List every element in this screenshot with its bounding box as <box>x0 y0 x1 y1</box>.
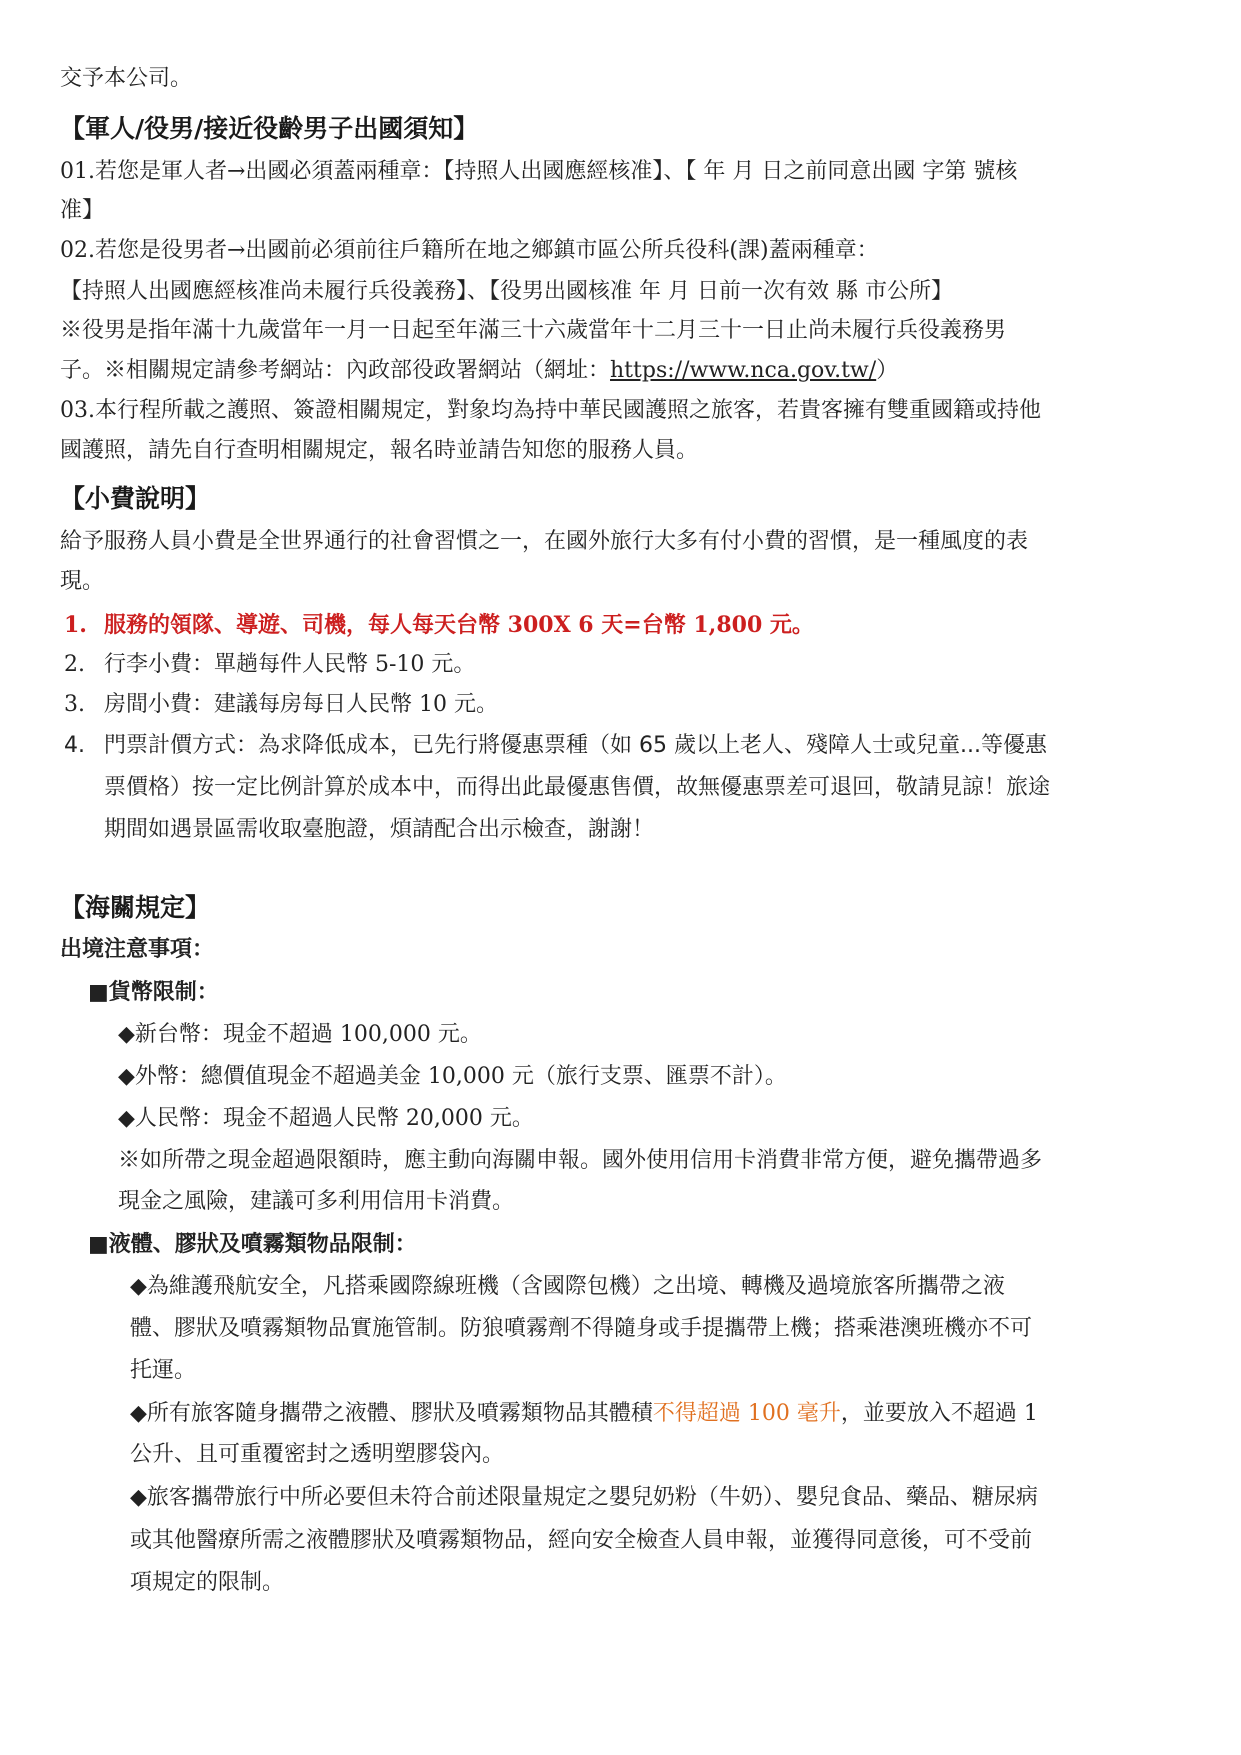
military-heading: 【軍人/役男/接近役齡男子出國須知】 <box>60 114 479 143</box>
military-p1-line2: 准】 <box>60 198 105 223</box>
liquids-p2-suffix: ，並要放入不超過 1 <box>840 1401 1038 1426</box>
tips-item-2 <box>64 650 475 680</box>
military-p2-line2: 【持照人出國應經核准尚未履行兵役義務】、【役男出國核准 年 月 日前一次有效 縣 市公所】 <box>60 279 953 304</box>
liquids-p3-line3: 項規定的限制。 <box>130 1570 285 1595</box>
customs-heading: 【海關規定】 <box>60 893 211 922</box>
currency-note-line2: 現金之風險，建議可多利用信用卡消費。 <box>118 1189 515 1214</box>
nca-website-link[interactable]: https://www.nca.gov.tw/ <box>610 358 877 383</box>
tips-item-4 <box>64 731 1047 761</box>
liquids-p1-line2: 體、膠狀及噴霧類物品實施管制。防狼噴霧劑不得隨身或手提攜帶上機；搭乘港澳班機亦不可 <box>130 1316 1033 1341</box>
currency-note-line1: ※如所帶之現金超過限額時，應主動向海關申報。國外使用信用卡消費非常方便，避免攜帶過多 <box>118 1148 1043 1173</box>
liquids-limit-title: ■液體、膠狀及噴霧類物品限制： <box>88 1232 417 1257</box>
tips-item-text: 房間小費：建議每房每日人民幣 10 元。 <box>104 692 498 717</box>
tips-item-3 <box>64 690 498 720</box>
currency-rmb: ◆人民幣：現金不超過人民幣 20,000 元。 <box>118 1106 534 1131</box>
liquids-p2-prefix: ◆所有旅客隨身攜帶之液體、膠狀及噴霧類物品其體積 <box>130 1401 653 1426</box>
departure-subheading: 出境注意事項： <box>60 937 215 962</box>
military-p3-line1: 03.本行程所載之護照、簽證相關規定，對象均為持中華民國護照之旅客，若貴客擁有雙重國籍或持他 <box>60 398 1041 423</box>
military-note-suffix: ） <box>876 358 899 383</box>
military-p1-line1: 01.若您是軍人者→出國必須蓋兩種章：【持照人出國應經核准】、【 年 月 日之前同意出國 字第 號核 <box>60 159 1018 184</box>
currency-limit-title: ■貨幣限制： <box>88 980 219 1005</box>
military-note-prefix: 子。※相關規定請參考網站：內政部役政署網站（網址： <box>60 358 611 383</box>
liquids-p1-line1: ◆為維護飛航安全，凡搭乘國際線班機（含國際包機）之出境、轉機及過境旅客所攜帶之液 <box>130 1274 1005 1299</box>
tips-item-number: 3. <box>64 692 85 717</box>
intro-line: 交予本公司。 <box>60 66 193 91</box>
liquids-p1-line3: 托運。 <box>130 1358 197 1383</box>
liquids-p3-line1: ◆旅客攜帶旅行中所必要但未符合前述限量規定之嬰兒奶粉（牛奶）、嬰兒食品、藥品、糖尿病 <box>130 1485 1038 1510</box>
tips-intro-line1: 給予服務人員小費是全世界通行的社會習慣之一，在國外旅行大多有付小費的習慣，是一種風度的表 <box>60 529 1029 554</box>
tips-item-text: 門票計價方式：為求降低成本，已先行將優惠票種（如 65 歲以上老人、殘障人士或兒童...等優惠 <box>104 733 1047 758</box>
liquids-p3-line2: 或其他醫療所需之液體膠狀及噴霧類物品，經向安全檢查人員申報，並獲得同意後，可不受前 <box>130 1528 1033 1553</box>
military-note-line1: ※役男是指年滿十九歲當年一月一日起至年滿三十六歲當年十二月三十一日止尚未履行兵役義務男 <box>60 318 1007 343</box>
tips-item-number: 4. <box>64 733 85 758</box>
military-p3-line2: 國護照，請先自行查明相關規定，報名時並請告知您的服務人員。 <box>60 438 699 463</box>
tips-item-number: 2. <box>64 652 85 677</box>
military-p2-line1: 02.若您是役男者→出國前必須前往戶籍所在地之鄉鎮市區公所兵役科(課)蓋兩種章： <box>60 238 879 263</box>
tips-item-number: 1. <box>64 612 87 638</box>
liquids-p2-line2: 公升、且可重覆密封之透明塑膠袋內。 <box>130 1442 505 1467</box>
tips-heading: 【小費說明】 <box>60 484 211 513</box>
tips-item-4-line3: 期間如遇景區需收取臺胞證，煩請配合出示檢查，謝謝！ <box>104 817 655 842</box>
tips-intro-line2: 現。 <box>60 569 105 594</box>
military-note-line2 <box>60 356 898 386</box>
currency-foreign: ◆外幣：總價值現金不超過美金 10,000 元（旅行支票、匯票不計）。 <box>118 1064 787 1089</box>
tips-item-1 <box>64 610 814 640</box>
tips-item-4-line2: 票價格）按一定比例計算於成本中，而得出此最優惠售價，故無優惠票差可退回，敬請見諒！旅途 <box>104 775 1051 800</box>
liquids-volume-limit: 不得超過 100 毫升 <box>652 1401 841 1426</box>
currency-twd: ◆新台幣：現金不超過 100,000 元。 <box>118 1022 482 1047</box>
tips-item-text: 服務的領隊、導遊、司機，每人每天台幣 300X 6 天=台幣 1,800 元。 <box>104 612 814 638</box>
tips-item-text: 行李小費：單趟每件人民幣 5-10 元。 <box>104 652 476 677</box>
liquids-p2-line1 <box>130 1399 1038 1429</box>
